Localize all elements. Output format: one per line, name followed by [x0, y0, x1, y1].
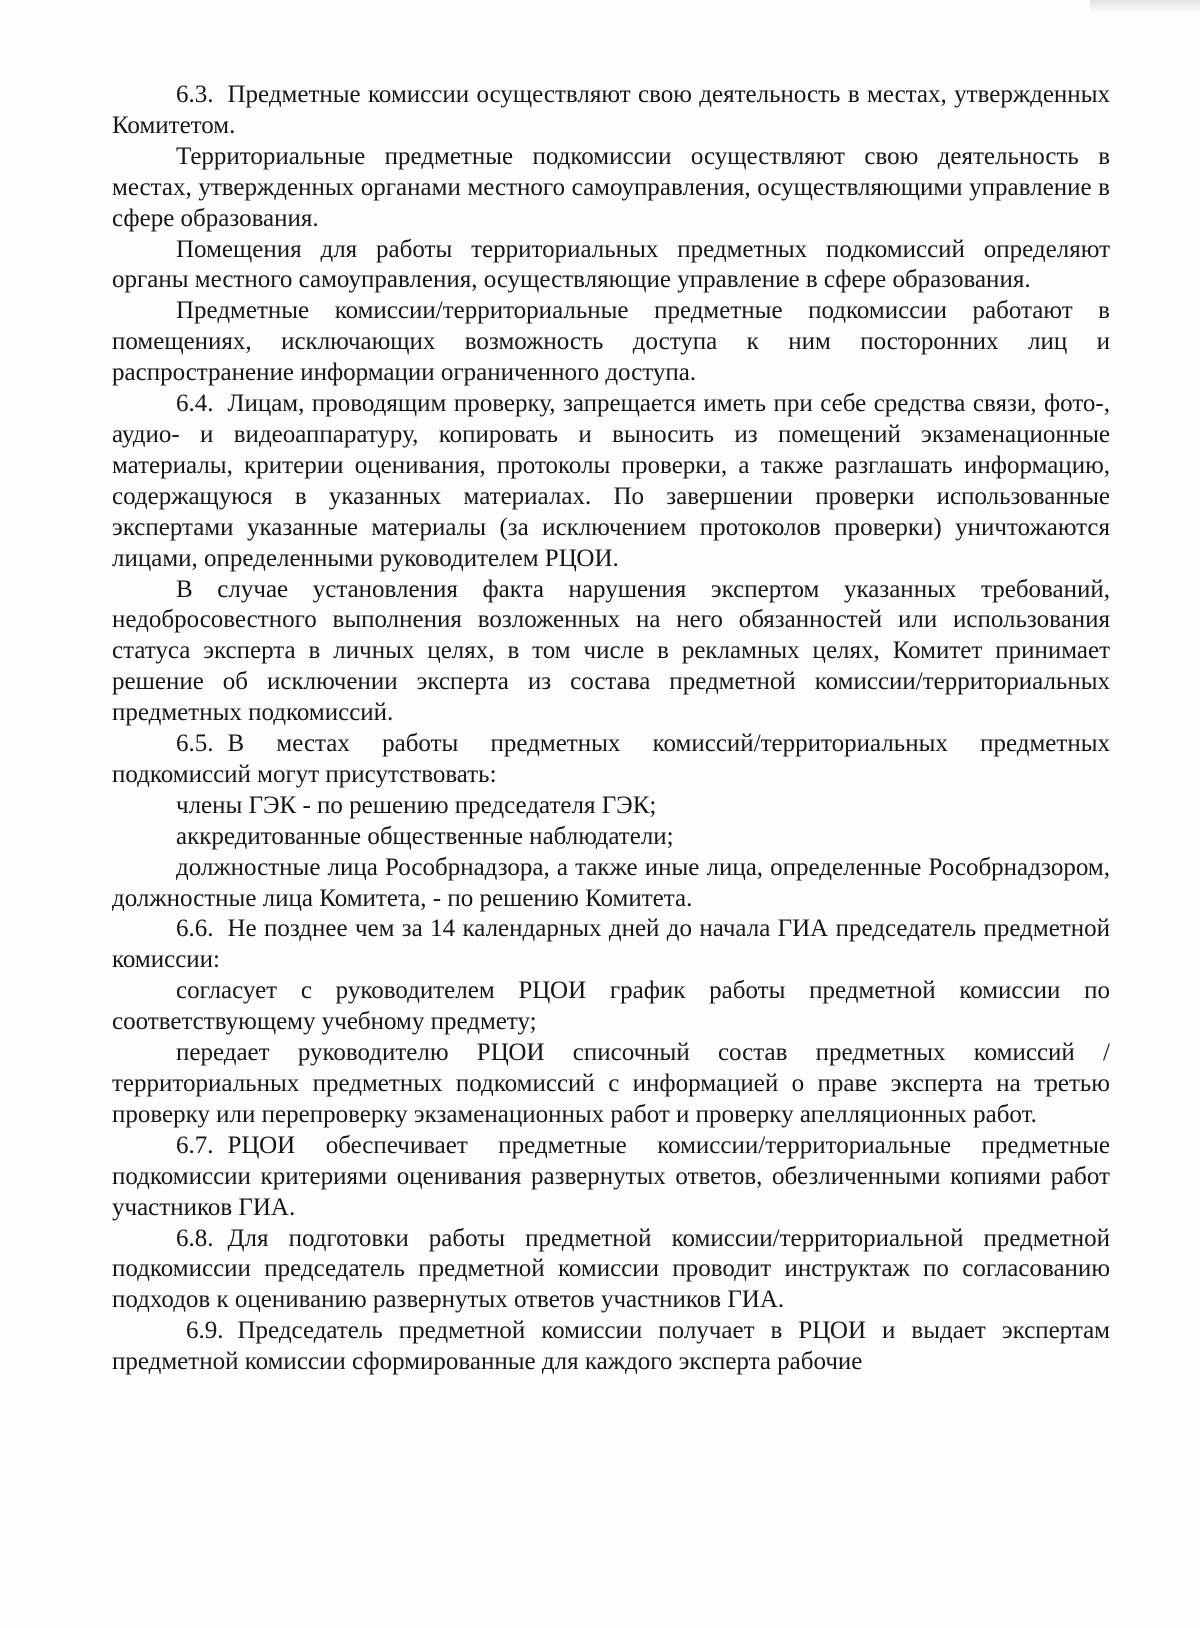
paragraph-text: Для подготовки работы предметной комиссии/территориальной предметной подкомиссии председатель предметной комиссии проводит инструктаж по согласованию подходов к оцениванию развернутых ответов участников ГИА.	[112, 1224, 1110, 1314]
paragraph-text: Лицам, проводящим проверку, запрещается иметь при себе средства связи, фото-, аудио- и видеоаппаратуру, копировать и выносить из помещений экзаменационные материалы, критерии оценивания, протоколы проверки, а также разглашать информацию, содержащуюся в указанных материалах. По завершении проверки использованные экспертами указанные материалы (за исключением протоколов проверки) уничтожаются лицами, определенными руководителем РЦОИ.	[112, 390, 1110, 572]
paragraph-text: передает руководителю РЦОИ списочный состав предметных комиссий / территориальных предметных подкомиссий с информацией о праве эксперта на третью проверку или перепроверку экзаменационных работ и проверку апелляционных работ.	[112, 1039, 1110, 1128]
paragraph	[112, 296, 1110, 389]
paragraph-text: В местах работы предметных комиссий/территориальных предметных подкомиссий могут присутствовать:	[112, 730, 1110, 788]
paragraph-text: Помещения для работы территориальных предметных подкомиссий определяют органы местного самоуправления, осуществляющие управление в сфере образования.	[112, 235, 1110, 294]
clause-number: 6.4.	[176, 390, 214, 418]
paragraph	[112, 822, 1110, 853]
paragraph-6-7	[112, 1131, 1110, 1224]
paragraph-6-5	[112, 729, 1110, 791]
paragraph-text: Предметные комиссии осуществляют свою деятельность в местах, утвержденных Комитетом.	[112, 81, 1110, 139]
clause-number: 6.9.	[186, 1317, 224, 1345]
paragraph	[112, 976, 1110, 1038]
paragraph-6-8	[112, 1224, 1110, 1317]
paragraph-text: Председатель предметной комиссии получает в РЦОИ и выдает экспертам предметной комиссии сформированные для каждого эксперта рабочие	[112, 1317, 1110, 1376]
paragraph-text: члены ГЭК - по решению председателя ГЭК;	[176, 791, 657, 819]
paragraph-text: согласует с руководителем РЦОИ график работы предметной комиссии по соответствующему учебному предмету;	[112, 977, 1110, 1036]
clause-number: 6.5.	[176, 730, 214, 758]
clause-number: 6.8.	[176, 1224, 214, 1252]
clause-number: 6.6.	[176, 915, 214, 943]
paragraph-text: Территориальные предметные подкомиссии осуществляют свою деятельность в местах, утвержденных органами местного самоуправления, осуществляющими управление в сфере образования.	[112, 142, 1110, 232]
clause-number: 6.3.	[176, 81, 214, 108]
paragraph-text: В случае установления факта нарушения экспертом указанных требований, недобросовестного выполнения возложенных на него обязанностей или использования статуса эксперта в личных целях, в том числе в рекламных целях, Комитет принимает решение об исключении эксперта из состава предметной комиссии/территориальных предметных подкомиссий.	[112, 575, 1110, 727]
paragraph-6-9	[112, 1316, 1110, 1378]
paragraph-6-4	[112, 389, 1110, 574]
paragraph-6-3	[112, 80, 1110, 142]
paragraph-text: аккредитованные общественные наблюдатели;	[176, 822, 674, 850]
paragraph-text: РЦОИ обеспечивает предметные комиссии/территориальные предметные подкомиссии критериями оценивания развернутых ответов, обезличенными копиями работ участников ГИА.	[112, 1131, 1110, 1221]
paragraph-text: Предметные комиссии/территориальные предметные подкомиссии работают в помещениях, исключающих возможность доступа к ним посторонних лиц и распространение информации ограниченного доступа.	[112, 297, 1110, 387]
paragraph	[112, 575, 1110, 730]
paragraph-text: Не позднее чем за 14 календарных дней до начала ГИА председатель предметной комиссии:	[112, 915, 1110, 974]
paragraph	[112, 853, 1110, 915]
clause-number: 6.7.	[176, 1131, 214, 1159]
paragraph	[112, 791, 1110, 822]
paragraph	[112, 235, 1110, 297]
paragraph	[112, 1038, 1110, 1131]
paragraph	[112, 142, 1110, 235]
scan-edge-shadow	[1090, 0, 1200, 14]
document-body	[112, 80, 1110, 1378]
paragraph-6-6	[112, 914, 1110, 976]
paragraph-text: должностные лица Рособрнадзора, а также иные лица, определенные Рособрнадзором, должностные лица Комитета, - по решению Комитета.	[112, 853, 1110, 912]
